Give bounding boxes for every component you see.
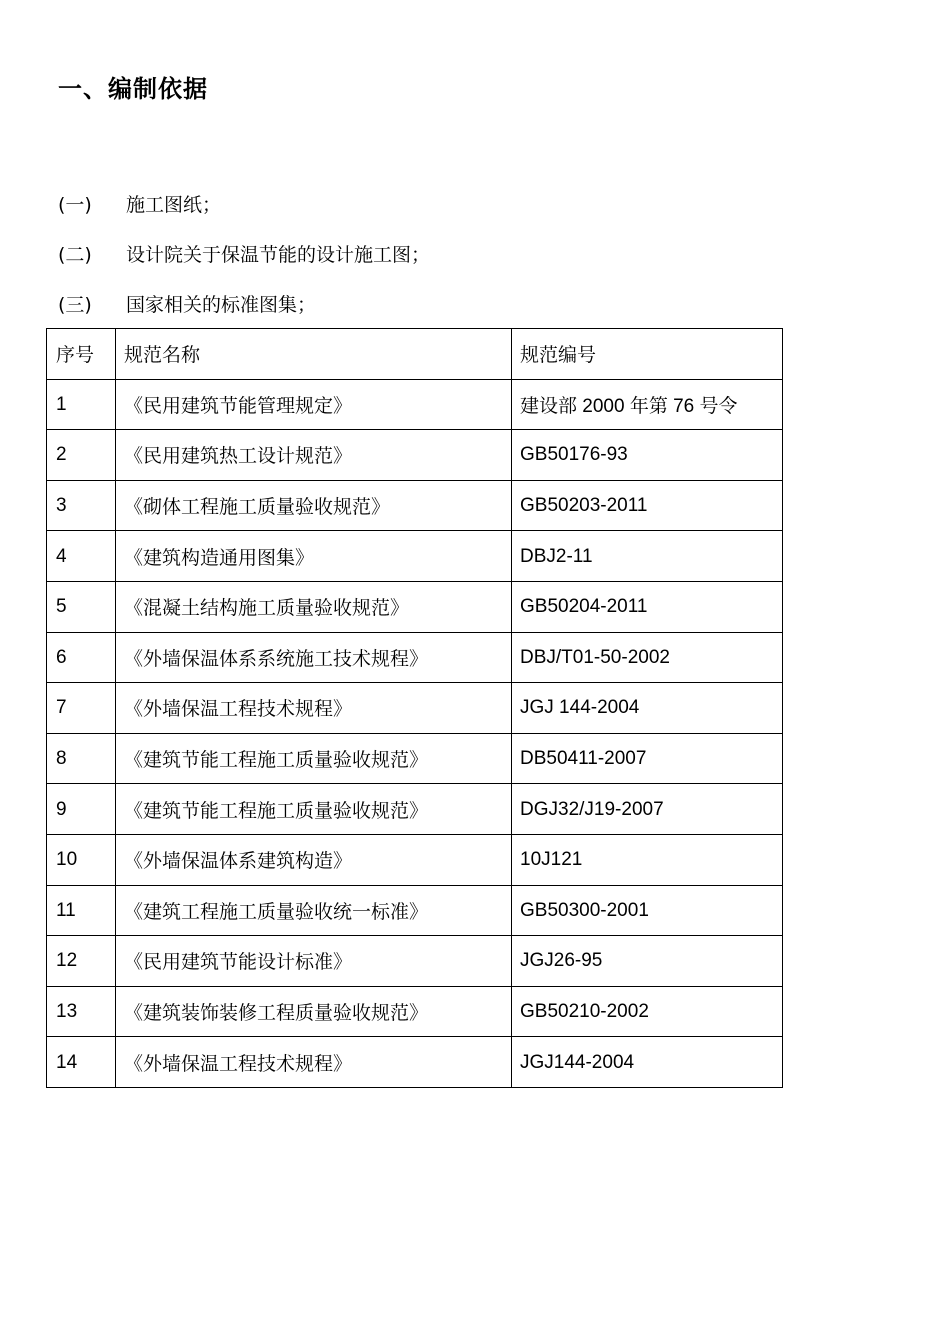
row-code-text: GB50176-93 [520,444,628,466]
table-row [47,581,783,632]
row-name-text: 《民用建筑热工设计规范》 [124,445,353,468]
row-seq-text: 4 [56,545,67,567]
basis-item [58,191,221,219]
table-row [47,632,783,683]
row-seq [47,632,116,683]
row-code-text: GB50210-2002 [520,1001,649,1023]
row-seq-text: 7 [56,697,67,719]
row-code [512,784,783,835]
row-code [512,986,783,1037]
row-name [116,430,512,481]
row-seq-text: 13 [56,1001,78,1023]
row-name [116,632,512,683]
basis-item-text: 施工图纸； [126,194,222,216]
table-row [47,784,783,835]
basis-item-text: 国家相关的标准图集； [126,294,317,316]
table-row [47,885,783,936]
table-row [47,936,783,987]
row-name [116,733,512,784]
row-name-text: 《外墙保温工程技术规程》 [124,698,353,721]
row-name-text: 《建筑节能工程施工质量验收规范》 [124,749,429,772]
row-seq [47,531,116,582]
header-name: 规范名称 [116,329,512,380]
row-name-text: 《外墙保温体系建筑构造》 [124,850,353,873]
row-name [116,885,512,936]
table-row [47,480,783,531]
row-seq-text: 10 [56,849,78,871]
row-seq-text: 11 [56,899,76,921]
basis-item-number: (三) [58,294,92,316]
row-seq [47,430,116,481]
table-row [47,430,783,481]
row-code [512,480,783,531]
row-code-text: DBJ/T01-50-2002 [520,646,670,668]
header-seq: 序号 [47,329,116,380]
row-code-text: JGJ 144-2004 [520,697,640,719]
basis-item [58,241,430,269]
basis-item-number: (二) [58,244,92,266]
table-row [47,531,783,582]
row-code [512,733,783,784]
row-name-text: 《民用建筑节能管理规定》 [124,394,353,417]
row-code [512,885,783,936]
row-seq-text: 6 [56,646,67,668]
row-seq [47,480,116,531]
row-name-text: 《建筑节能工程施工质量验收规范》 [124,799,429,822]
row-seq [47,885,116,936]
row-code-text: GB50203-2011 [520,495,648,517]
row-seq-text: 12 [56,950,78,972]
row-seq [47,581,116,632]
row-name-text: 《建筑工程施工质量验收统一标准》 [124,900,429,923]
section-heading: 一、编制依据 [58,75,208,103]
standards-table [46,328,783,1088]
basis-item-number: (一) [58,194,92,216]
row-code [512,834,783,885]
table-header-row [47,329,783,380]
row-code [512,936,783,987]
row-seq [47,986,116,1037]
row-name [116,834,512,885]
row-code [512,379,783,430]
table-row [47,379,783,430]
row-seq [47,936,116,987]
table-row [47,683,783,734]
row-code-text: GB50300-2001 [520,899,649,921]
row-seq [47,1037,116,1088]
row-name [116,531,512,582]
row-seq-text: 8 [56,748,67,770]
table-row [47,733,783,784]
row-name-text: 《砌体工程施工质量验收规范》 [124,496,391,519]
row-name-text: 《混凝土结构施工质量验收规范》 [124,597,410,620]
row-code-text: JGJ144-2004 [520,1051,635,1073]
row-name-text: 《建筑构造通用图集》 [124,546,315,569]
row-name [116,480,512,531]
row-code [512,632,783,683]
row-seq-text: 3 [56,495,67,517]
row-name [116,379,512,430]
row-code-text: DBJ2-11 [520,545,593,567]
header-code: 规范编号 [512,329,783,380]
row-code [512,1037,783,1088]
row-seq-text: 14 [56,1051,78,1073]
row-name-text: 《外墙保温体系系统施工技术规程》 [124,647,429,670]
row-name [116,936,512,987]
row-seq [47,834,116,885]
basis-item [58,291,316,319]
table-row [47,986,783,1037]
row-name [116,784,512,835]
row-code-text: 10J121 [520,849,583,871]
row-seq-text: 5 [56,596,67,618]
row-name-text: 《建筑装饰装修工程质量验收规范》 [124,1002,429,1025]
row-seq-text: 2 [56,444,67,466]
row-seq [47,683,116,734]
row-code [512,531,783,582]
row-code-text: GB50204-2011 [520,596,648,618]
basis-item-text: 设计院关于保温节能的设计施工图； [126,244,431,266]
row-code [512,683,783,734]
row-code-text: 建设部 2000 年第 76 号令 [520,395,738,417]
row-name [116,1037,512,1088]
row-name [116,986,512,1037]
row-seq-text: 9 [56,798,67,820]
table-row [47,834,783,885]
row-seq-text: 1 [56,393,67,415]
row-name-text: 《外墙保温工程技术规程》 [124,1052,353,1075]
row-seq [47,733,116,784]
row-code [512,581,783,632]
row-name [116,683,512,734]
row-seq [47,784,116,835]
row-name-text: 《民用建筑节能设计标准》 [124,951,353,974]
table-row [47,1037,783,1088]
row-code-text: JGJ26-95 [520,950,603,972]
row-name [116,581,512,632]
row-code-text: DB50411-2007 [520,748,647,770]
row-code [512,430,783,481]
row-code-text: DGJ32/J19-2007 [520,798,664,820]
row-seq [47,379,116,430]
